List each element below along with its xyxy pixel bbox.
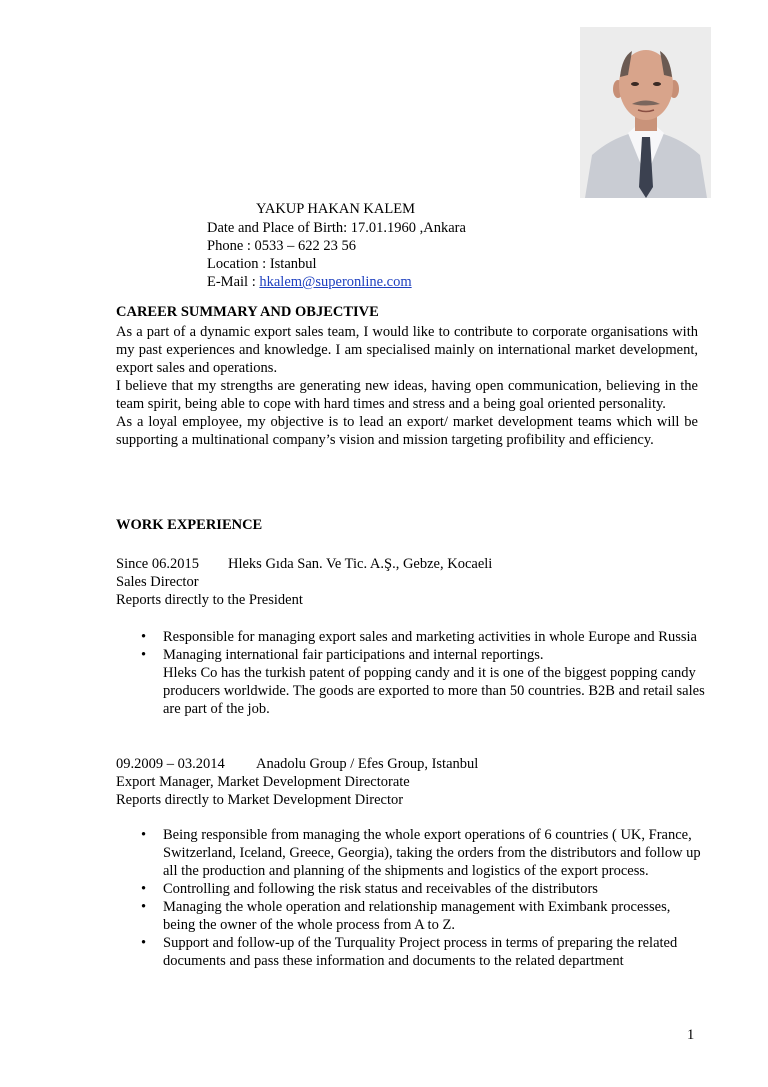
- job-2-dates: 09.2009 – 03.2014: [116, 756, 225, 772]
- list-item: [116, 628, 706, 646]
- list-item: [116, 646, 706, 718]
- contact-block: [207, 219, 466, 291]
- email-link[interactable]: hkalem@superonline.com: [259, 274, 412, 290]
- job-entry-1: [116, 555, 492, 609]
- list-item: [116, 880, 706, 898]
- job-1-dates: Since 06.2015: [116, 556, 199, 572]
- job-2-reports: Reports directly to Market Development Director: [116, 792, 404, 808]
- career-summary-text: [116, 323, 698, 449]
- birth-info: Date and Place of Birth: 17.01.1960 ,Ankara: [207, 220, 466, 236]
- career-paragraph-3: As a loyal employee, my objective is to lead an export/ market development teams which will be supporting a multinational company’s vision and mission targeting profibility and efficiency.: [116, 414, 698, 448]
- page-number: 1: [687, 1027, 695, 1043]
- list-item: [116, 826, 706, 880]
- job-1-header: [116, 555, 492, 573]
- career-paragraph-1: As a part of a dynamic export sales team, I would like to contribute to corporate organisations with my past experiences and knowledge. I am specialised mainly on international market development, export sales and operations.: [116, 324, 698, 376]
- job-2-role: Export Manager, Market Development Directorate: [116, 774, 410, 790]
- candidate-name: YAKUP HAKAN KALEM: [256, 201, 415, 217]
- job-2-header: [116, 755, 478, 773]
- job-1-role: Sales Director: [116, 574, 199, 590]
- email-label: E-Mail :: [207, 274, 260, 290]
- list-item-text: Support and follow-up of the Turquality Project process in terms of preparing the related documents and pass these information and documents to the related department: [163, 935, 678, 969]
- job-1-reports: Reports directly to the President: [116, 592, 303, 608]
- job-1-responsibilities: [116, 628, 706, 718]
- list-item-text: Controlling and following the risk status and receivables of the distributors: [163, 881, 598, 897]
- job-2-company: Anadolu Group / Efes Group, Istanbul: [256, 756, 479, 772]
- career-paragraph-2: I believe that my strengths are generating new ideas, having open communication, believing in the team spirit, being able to cope with hard times and stress and a being goal oriented personality.: [116, 378, 698, 412]
- job-entry-2: [116, 755, 478, 809]
- list-item-text: Being responsible from managing the whole export operations of 6 countries ( UK, France, Switzerland, Iceland, Greece, Georgia), taking the orders from the distributors and follow up all the production and planning of the shipments and logistics of the export process.: [163, 827, 701, 879]
- portrait-image: [580, 27, 711, 198]
- job-1-note: Hleks Co has the turkish patent of popping candy and it is one of the biggest popping candy producers worldwide. The goods are exported to more than 50 countries. B2B and retail sales are part of the job.: [163, 665, 705, 717]
- list-item-text: Responsible for managing export sales and marketing activities in whole Europe and Russia: [163, 629, 697, 645]
- location-info: Location : Istanbul: [207, 256, 317, 272]
- list-item: [116, 898, 706, 934]
- list-item-text: Managing international fair participations and internal reportings.: [163, 647, 544, 663]
- list-item: [116, 934, 706, 970]
- list-item-text: Managing the whole operation and relationship management with Eximbank processes, being the owner of the whole process from A to Z.: [163, 899, 671, 933]
- career-summary-heading: CAREER SUMMARY AND OBJECTIVE: [116, 304, 379, 320]
- profile-photo: [580, 27, 711, 198]
- work-experience-heading: WORK EXPERIENCE: [116, 517, 263, 533]
- job-1-company: Hleks Gıda San. Ve Tic. A.Ş., Gebze, Kocaeli: [228, 556, 493, 572]
- phone-info: Phone : 0533 – 622 23 56: [207, 238, 357, 254]
- job-2-responsibilities: [116, 826, 706, 970]
- email-info: [207, 273, 466, 291]
